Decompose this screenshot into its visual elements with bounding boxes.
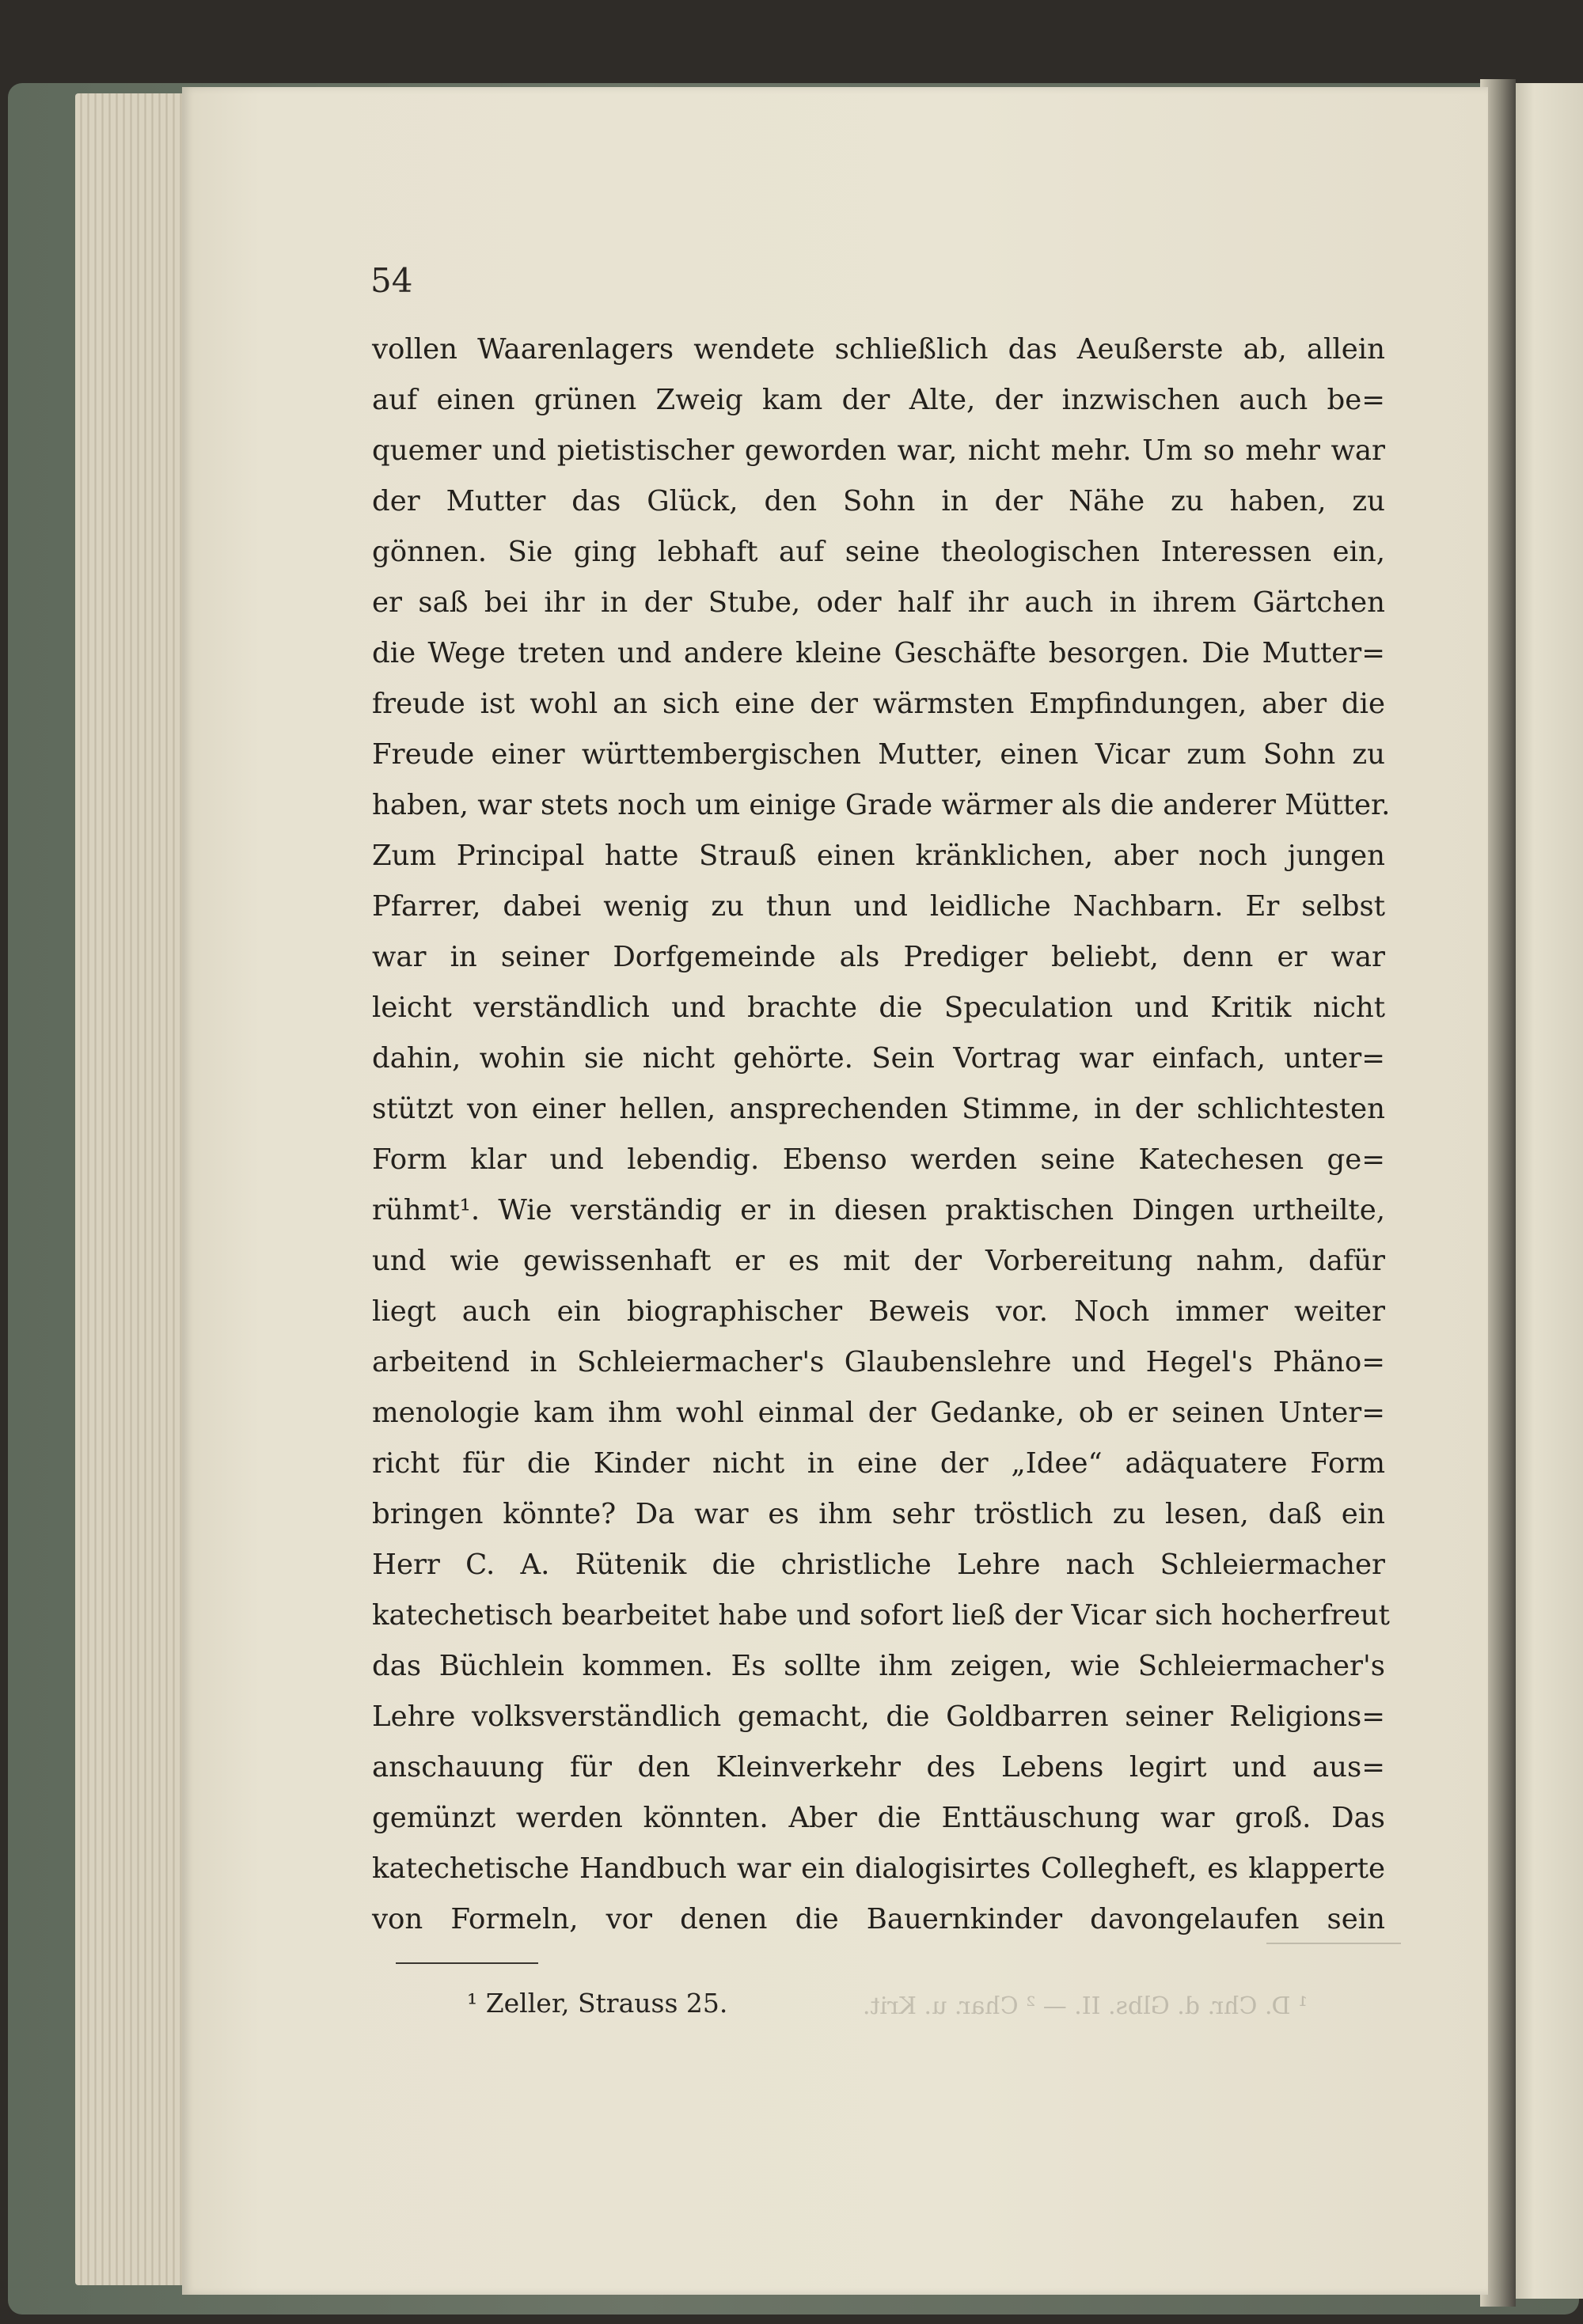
text-line: Pfarrer, dabei wenig zu thun und leidliche Nachbarn. Er selbst (372, 890, 1385, 923)
text-line: das Büchlein kommen. Es sollte ihm zeigen, wie Schleiermacher's (372, 1650, 1385, 1682)
text-line: auf einen grünen Zweig kam der Alte, der inzwischen auch be= (372, 384, 1385, 416)
text-line: leicht verständlich und brachte die Speculation und Kritik nicht (372, 991, 1385, 1024)
text-line: liegt auch ein biographischer Beweis vor. Noch immer weiter (372, 1295, 1385, 1328)
body-text (372, 324, 1391, 1945)
text-line: und wie gewissenhaft er es mit der Vorbereitung nahm, dafür (372, 1245, 1385, 1277)
text-line: Freude einer württembergischen Mutter, einen Vicar zum Sohn zu (372, 738, 1385, 771)
page-number: 54 (370, 261, 413, 300)
text-line: stützt von einer hellen, ansprechenden Stimme, in der schlichtesten (372, 1093, 1385, 1125)
text-line: die Wege treten und andere kleine Geschäfte besorgen. Die Mutter= (372, 637, 1385, 669)
text-line: gemünzt werden könnten. Aber die Enttäuschung war groß. Das (372, 1802, 1385, 1834)
text-line: von Formeln, vor denen die Bauernkinder davongelaufen sein (372, 1903, 1385, 1935)
text-line: Herr C. A. Rütenik die christliche Lehre nach Schleiermacher (372, 1549, 1385, 1581)
text-line: Zum Principal hatte Strauß einen kränklichen, aber noch jungen (372, 840, 1385, 872)
text-line: rühmt¹. Wie verständig er in diesen praktischen Dingen urtheilte, (372, 1194, 1385, 1226)
text-line: Form klar und lebendig. Ebenso werden seine Katechesen ge= (372, 1143, 1385, 1176)
text-line: vollen Waarenlagers wendete schließlich das Aeußerste ab, allein (372, 333, 1385, 366)
bleed-through-rule (1266, 1943, 1401, 1944)
text-line: richt für die Kinder nicht in eine der „Idee“ adäquatere Form (372, 1447, 1385, 1480)
footnote-rule (396, 1962, 538, 1964)
text-line: katechetisch bearbeitet habe und sofort ließ der Vicar sich hocherfreut (372, 1599, 1390, 1632)
text-line: er saß bei ihr in der Stube, oder half ihr auch in ihrem Gärtchen (372, 586, 1385, 619)
facing-page (1508, 83, 1583, 2299)
text-line: haben, war stets noch um einige Grade wärmer als die anderer Mütter. (372, 789, 1391, 821)
text-line: gönnen. Sie ging lebhaft auf seine theologischen Interessen ein, (372, 536, 1385, 568)
text-line: freude ist wohl an sich eine der wärmsten Empfindungen, aber die (372, 688, 1385, 720)
text-line: der Mutter das Glück, den Sohn in der Nähe zu haben, zu (372, 485, 1385, 517)
text-line: war in seiner Dorfgemeinde als Prediger beliebt, denn er war (372, 941, 1385, 973)
footnote: ¹ Zeller, Strauss 25. (467, 1988, 728, 2019)
text-line: dahin, wohin sie nicht gehörte. Sein Vortrag war einfach, unter= (372, 1042, 1385, 1075)
text-line: arbeitend in Schleiermacher's Glaubenslehre und Hegel's Phäno= (372, 1346, 1385, 1378)
text-line: menologie kam ihm wohl einmal der Gedanke, ob er seinen Unter= (372, 1397, 1385, 1429)
text-line: quemer und pietistischer geworden war, nicht mehr. Um so mehr war (372, 434, 1385, 467)
text-line: katechetische Handbuch war ein dialogisirtes Collegheft, es klapperte (372, 1852, 1385, 1885)
text-line: Lehre volksverständlich gemacht, die Goldbarren seiner Religions= (372, 1700, 1385, 1733)
bleed-through-text: ¹ D. Chr. d. Glbs. II. — ² Char. u. Krit. (863, 1992, 1308, 2020)
text-line: anschauung für den Kleinverkehr des Lebens legirt und aus= (372, 1751, 1385, 1784)
text-line: bringen könnte? Da war es ihm sehr tröstlich zu lesen, daß ein (372, 1498, 1385, 1530)
